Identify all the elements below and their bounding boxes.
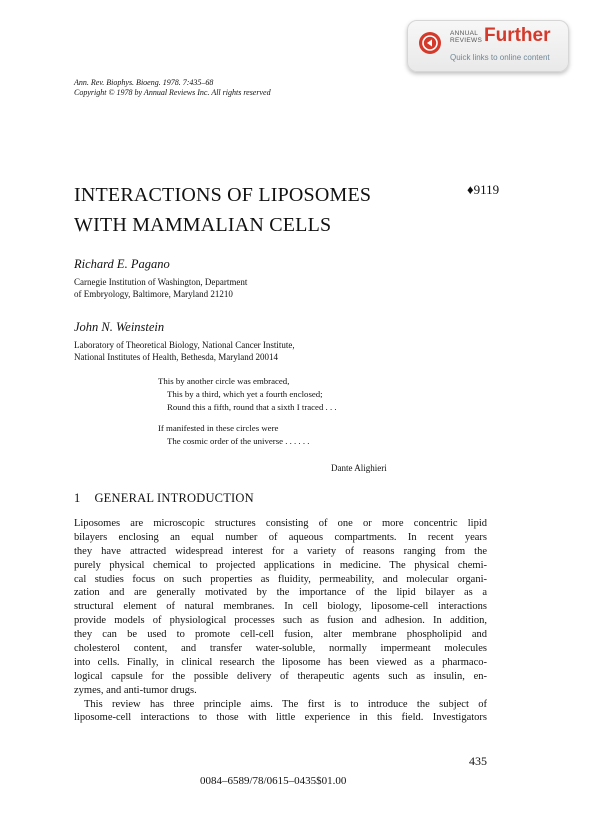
body-line: logical capsule for the possible delivery of therapeutic agents such as insulin, en- <box>74 670 487 682</box>
title-line: INTERACTIONS OF LIPOSOMES <box>74 184 372 206</box>
body-line: liposome-cell interactions to those with little experience in this field. Investigators <box>74 712 487 724</box>
citation-line: Ann. Rev. Biophys. Bioeng. 1978. 7:435–68 <box>74 78 214 87</box>
further-badge-button[interactable] <box>407 20 569 72</box>
body-line: structural element of natural membranes. In cell biology, liposome-cell interactions <box>74 601 487 613</box>
section-heading <box>74 491 254 506</box>
body-line: Liposomes are microscopic structures consisting of one or more concentric lipid <box>74 518 487 529</box>
epigraph-line: The cosmic order of the universe . . . . . . <box>167 436 310 446</box>
article-title <box>74 180 454 240</box>
body-line: provide models of physiological processes such as fusion and adhesion. In addition, <box>74 615 487 627</box>
article-price-code: 0084–6589/78/0615–0435$01.00 <box>200 775 347 787</box>
epigraph-line: Round this a fifth, round that a sixth I traced . . . <box>167 402 337 412</box>
further-tagline: Quick links to online content <box>450 53 550 62</box>
body-line: they have attracted widespread interest for a variety of reasons ranging from the <box>74 545 487 557</box>
copyright-line: Copyright © 1978 by Annual Reviews Inc. All rights reserved <box>74 88 271 97</box>
page-number: 435 <box>469 754 487 768</box>
article-code: ♦9119 <box>467 182 500 197</box>
epigraph-attribution: Dante Alighieri <box>331 463 387 473</box>
author-name: Richard E. Pagano <box>74 257 170 271</box>
body-line: they can be used to promote cell-cell fusion, alter membrane phospholipid and <box>74 629 487 641</box>
body-line: into cells. Finally, in clinical research the liposome has been viewed as a pharmaco- <box>74 656 487 668</box>
body-line: cholesterol content, and transfer water-soluble, normally impermeant molecules <box>74 643 487 655</box>
body-line: cal studies focus on such properties as fluidity, permeability, and molecular organi- <box>74 573 487 585</box>
author-affiliation: Laboratory of Theoretical Biology, National Cancer Institute, National Institutes of Health, Bethesda, Maryland 20014 <box>74 340 295 362</box>
epigraph-line: If manifested in these circles were <box>158 423 279 433</box>
journal-citation <box>74 78 271 98</box>
body-line: bilayers enclosing an equal number of aqueous compartments. In recent years <box>74 531 487 543</box>
body-text <box>74 517 487 725</box>
author-name: John N. Weinstein <box>74 320 165 334</box>
epigraph-line: This by another circle was embraced, <box>158 376 290 386</box>
body-line: This review has three principle aims. The first is to introduce the subject of <box>84 698 487 710</box>
further-publisher-label: ANNUAL REVIEWS <box>450 30 483 44</box>
body-line: purely physical chemical to projected applications in medicine. The physical chemi- <box>74 559 487 571</box>
body-line: zymes, and anti-tumor drugs. <box>74 684 197 696</box>
title-line: WITH MAMMALIAN CELLS <box>74 214 332 236</box>
author-affiliation: Carnegie Institution of Washington, Department of Embryology, Baltimore, Maryland 21210 <box>74 277 248 299</box>
body-line: zation and are generally motivated by the importance of the lipid bilayer as a <box>74 587 487 599</box>
epigraph-line: This by a third, which yet a fourth enclosed; <box>167 389 323 399</box>
section-title: GENERAL INTRODUCTION <box>94 491 254 505</box>
annual-reviews-logo-icon <box>418 31 442 55</box>
further-wordmark: Further <box>484 25 551 46</box>
section-number: 1 <box>74 491 81 505</box>
